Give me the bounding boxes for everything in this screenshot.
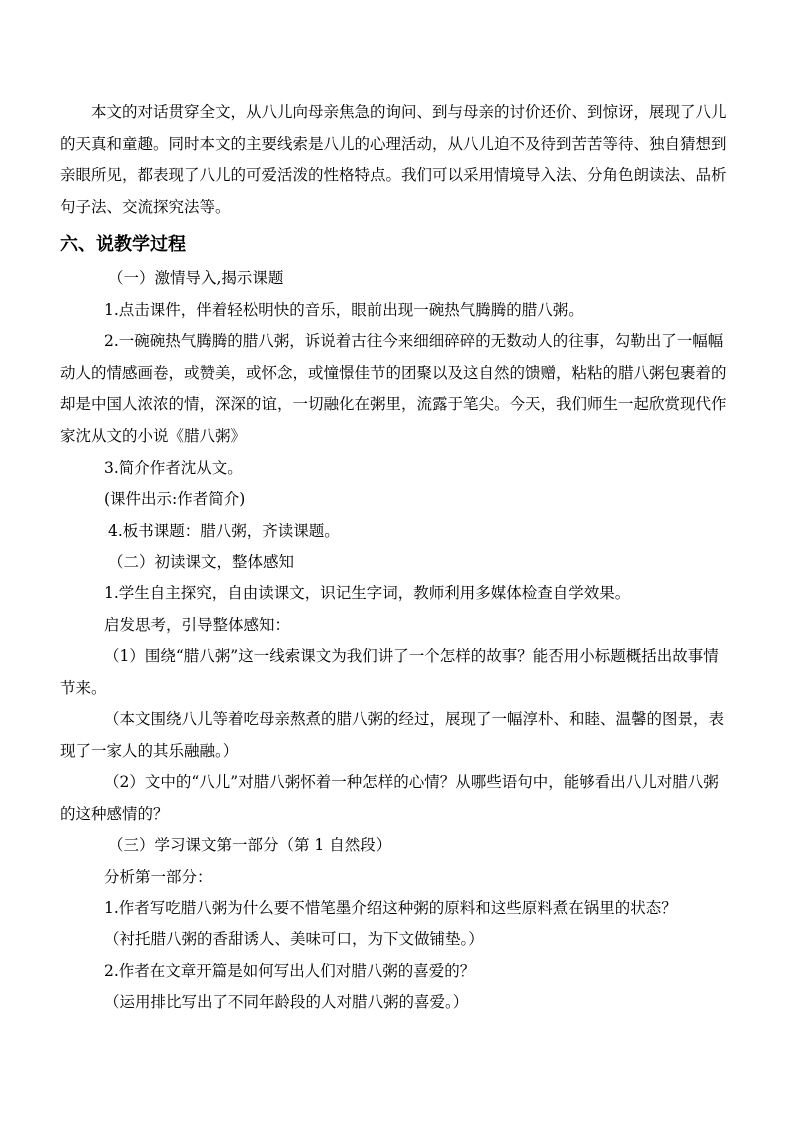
part2-question-2: （2）文中的“八儿”对腊八粥怀着一种怎样的心情？从哪些语句中，能够看出八儿对腊八粥的这种感情的？ (60, 773, 719, 823)
section-heading: 六、说教学过程 (60, 234, 186, 255)
part2-question-1: （1）围绕“腊八粥”这一线索课文为我们讲了一个怎样的故事？能否用小标题概括出故事情节来。 (60, 647, 719, 697)
part3-intro: 分析第一部分： (104, 868, 213, 886)
part2-guide: 启发思考，引导整体感知： (104, 616, 291, 634)
part1-item-3: 3.简介作者沈从文。 (104, 459, 243, 477)
part1-item-1: 1.点击课件，伴着轻松明快的音乐，眼前出现一碗热气腾腾的腊八粥。 (104, 301, 584, 319)
part2-answer-1: （本文围绕八儿等着吃母亲熬煮的腊八粥的经过，展现了一幅淳朴、和睦、温馨的图景，表现了一家人的其乐融融。） (60, 710, 725, 760)
part1-title: （一）激情导入,揭示课题 (108, 269, 284, 287)
part3-answer-1: （衬托腊八粥的香甜诱人、美味可口，为下文做铺垫。） (104, 930, 484, 948)
part1-item-4: 4.板书课题：腊八粥，齐读课题。 (108, 522, 340, 540)
intro-paragraph: 本文的对话贯穿全文，从八儿向母亲焦急的询问、到与母亲的讨价还价、到惊讶，展现了八儿的天真和童趣。同时本文的主要线索是八儿的心理活动，从八儿迫不及待到苦苦等待、独自猜想到亲眼所见，都表现了八儿的可爱活泼的性格特点。我们可以采用情境导入法、分角色朗读法、品析句子法、交流探究法等。 (60, 103, 727, 216)
part3-title: （三）学习课文第一部分（第 1 自然段） (108, 836, 392, 854)
part2-item-1: 1.学生自主探究，自由读课文，识记生字词，教师利用多媒体检查自学效果。 (104, 584, 631, 602)
part3-question-2: 2.作者在文章开篇是如何写出人们对腊八粥的喜爱的？ (104, 962, 476, 980)
part2-title: （二）初读课文，整体感知 (108, 553, 295, 571)
part1-item-3-note: (课件出示:作者简介) (104, 490, 246, 508)
part3-answer-2: （运用排比写出了不同年龄段的人对腊八粥的喜爱。） (104, 993, 469, 1011)
part3-question-1: 1.作者写吃腊八粥为什么要不惜笔墨介绍这种粥的原料和这些原料煮在锅里的状态？ (104, 899, 677, 917)
part1-item-2: 2.一碗碗热气腾腾的腊八粥，诉说着古往今来细细碎碎的无数动人的往事，勾勒出了一幅幅动人的情感画卷，或赞美，或怀念，或憧憬佳节的团聚以及这自然的馈赠，粘粘的腊八粥包裹着的却是中国人浓浓的情，深深的谊，一切融化在粥里，流露于笔尖。今天，我们师生一起欣赏现代作家沈从文的小说《腊八粥》 (60, 332, 727, 445)
